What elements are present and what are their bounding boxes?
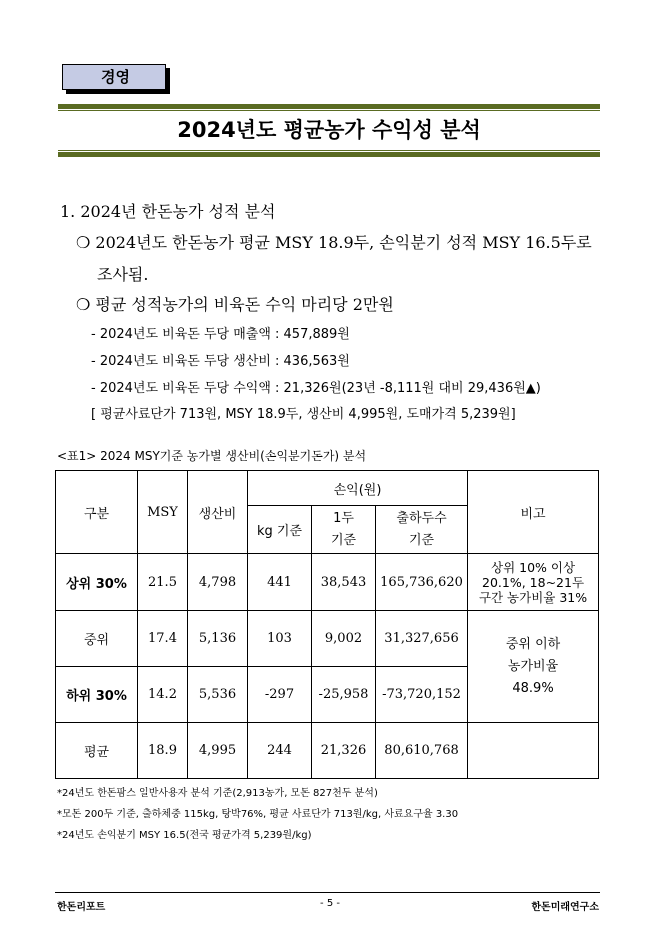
remark-top-line-2: 20.1%, 18~21두 — [482, 574, 585, 590]
header-total — [376, 506, 468, 554]
detail-revenue: - 2024년도 비육돈 두당 매출액 : 457,889원 — [91, 327, 350, 342]
cell-cost: 4,995 — [188, 723, 248, 779]
header-msy: MSY — [138, 471, 188, 554]
header-per-head-line-2: 기준 — [330, 532, 357, 548]
remark-mid-line-3: 48.9% — [512, 680, 554, 696]
cell-cost: 5,536 — [188, 667, 248, 723]
cell-group: 중위 — [56, 611, 138, 667]
detail-profit: - 2024년도 비육돈 두당 수익액 : 21,326원(23년 -8,111원 대비 29,436원▲) — [91, 381, 541, 396]
section-heading: 1. 2024년 한돈농가 성적 분석 — [60, 202, 276, 221]
cell-group: 상위 30% — [56, 554, 138, 611]
footer-left: 한돈리포트 — [57, 902, 106, 913]
cell-head: -25,958 — [312, 667, 376, 723]
cell-head: 9,002 — [312, 611, 376, 667]
header-per-kg: kg 기준 — [248, 506, 312, 554]
detail-cost: - 2024년도 비육돈 두당 생산비 : 436,563원 — [91, 354, 350, 369]
title-rule-bottom — [58, 152, 600, 157]
header-total-line-1: 출하두수 — [396, 510, 447, 526]
header-per-head-line-1: 1두 — [333, 510, 354, 526]
note-2: *모돈 200두 기준, 출하체중 115kg, 탕박76%, 평균 사료단가 713원/kg, 사료요구율 3.30 — [57, 809, 459, 820]
remark-mid-line-2: 농가비율 — [507, 658, 559, 674]
cell-group: 평균 — [56, 723, 138, 779]
remark-top — [468, 554, 599, 611]
bullet-2: ❍ 평균 성적농가의 비육돈 수익 마리당 2만원 — [76, 295, 394, 314]
title-rule-top — [58, 104, 600, 109]
cell-head: 21,326 — [312, 723, 376, 779]
remark-top-line-3: 구간 농가비율 31% — [478, 589, 588, 605]
title-rule-bottom-thin — [58, 150, 600, 151]
cell-group: 하위 30% — [56, 667, 138, 723]
table-row — [56, 723, 599, 779]
note-1: *24년도 한돈팜스 일반사용자 분석 기준(2,913농가, 모돈 827천두 분석) — [57, 788, 378, 799]
header-remark: 비고 — [468, 471, 599, 554]
cell-total: 31,327,656 — [376, 611, 468, 667]
cell-cost: 5,136 — [188, 611, 248, 667]
remark-mid-line-1: 중위 이하 — [505, 636, 561, 652]
cell-msy: 17.4 — [138, 611, 188, 667]
cell-kg: -297 — [248, 667, 312, 723]
cell-head: 38,543 — [312, 554, 376, 611]
cell-msy: 18.9 — [138, 723, 188, 779]
cell-kg: 244 — [248, 723, 312, 779]
bullet-1-line-2: 조사됨. — [97, 265, 149, 284]
header-total-line-2: 기준 — [408, 532, 435, 548]
cell-total: -73,720,152 — [376, 667, 468, 723]
cell-msy: 21.5 — [138, 554, 188, 611]
cell-total: 165,736,620 — [376, 554, 468, 611]
bullet-1-line-1: ❍ 2024년도 한돈농가 평균 MSY 18.9두, 손익분기 성적 MSY 16.5두로 — [76, 233, 592, 252]
header-cost: 생산비 — [188, 471, 248, 554]
header-profit: 손익(원) — [248, 471, 468, 506]
remark-mid — [468, 611, 599, 723]
detail-assumptions: [ 평균사료단가 713원, MSY 18.9두, 생산비 4,995원, 도매가격 5,239원] — [91, 407, 516, 422]
table-row — [56, 554, 599, 611]
page-title: 2024년도 평균농가 수익성 분석 — [177, 118, 481, 142]
cell-kg: 441 — [248, 554, 312, 611]
title-rule-top-thin — [58, 110, 600, 111]
cell-msy: 14.2 — [138, 667, 188, 723]
table-caption: <표1> 2024 MSY기준 농가별 생산비(손익분기돈가) 분석 — [57, 449, 367, 463]
header-group: 구분 — [56, 471, 138, 554]
table-row — [56, 611, 599, 667]
note-3: *24년도 손익분기 MSY 16.5(전국 평균가격 5,239원/kg) — [57, 830, 312, 841]
remark-top-line-1: 상위 10% 이상 — [491, 559, 576, 575]
category-box: 경영 — [62, 64, 166, 90]
remark-empty — [468, 723, 599, 779]
footer-rule — [55, 892, 600, 893]
cell-total: 80,610,768 — [376, 723, 468, 779]
cell-cost: 4,798 — [188, 554, 248, 611]
footer-right: 한돈미래연구소 — [531, 902, 599, 913]
profit-table — [55, 470, 599, 779]
page-number: - 5 - — [320, 898, 340, 909]
header-per-head — [312, 506, 376, 554]
cell-kg: 103 — [248, 611, 312, 667]
